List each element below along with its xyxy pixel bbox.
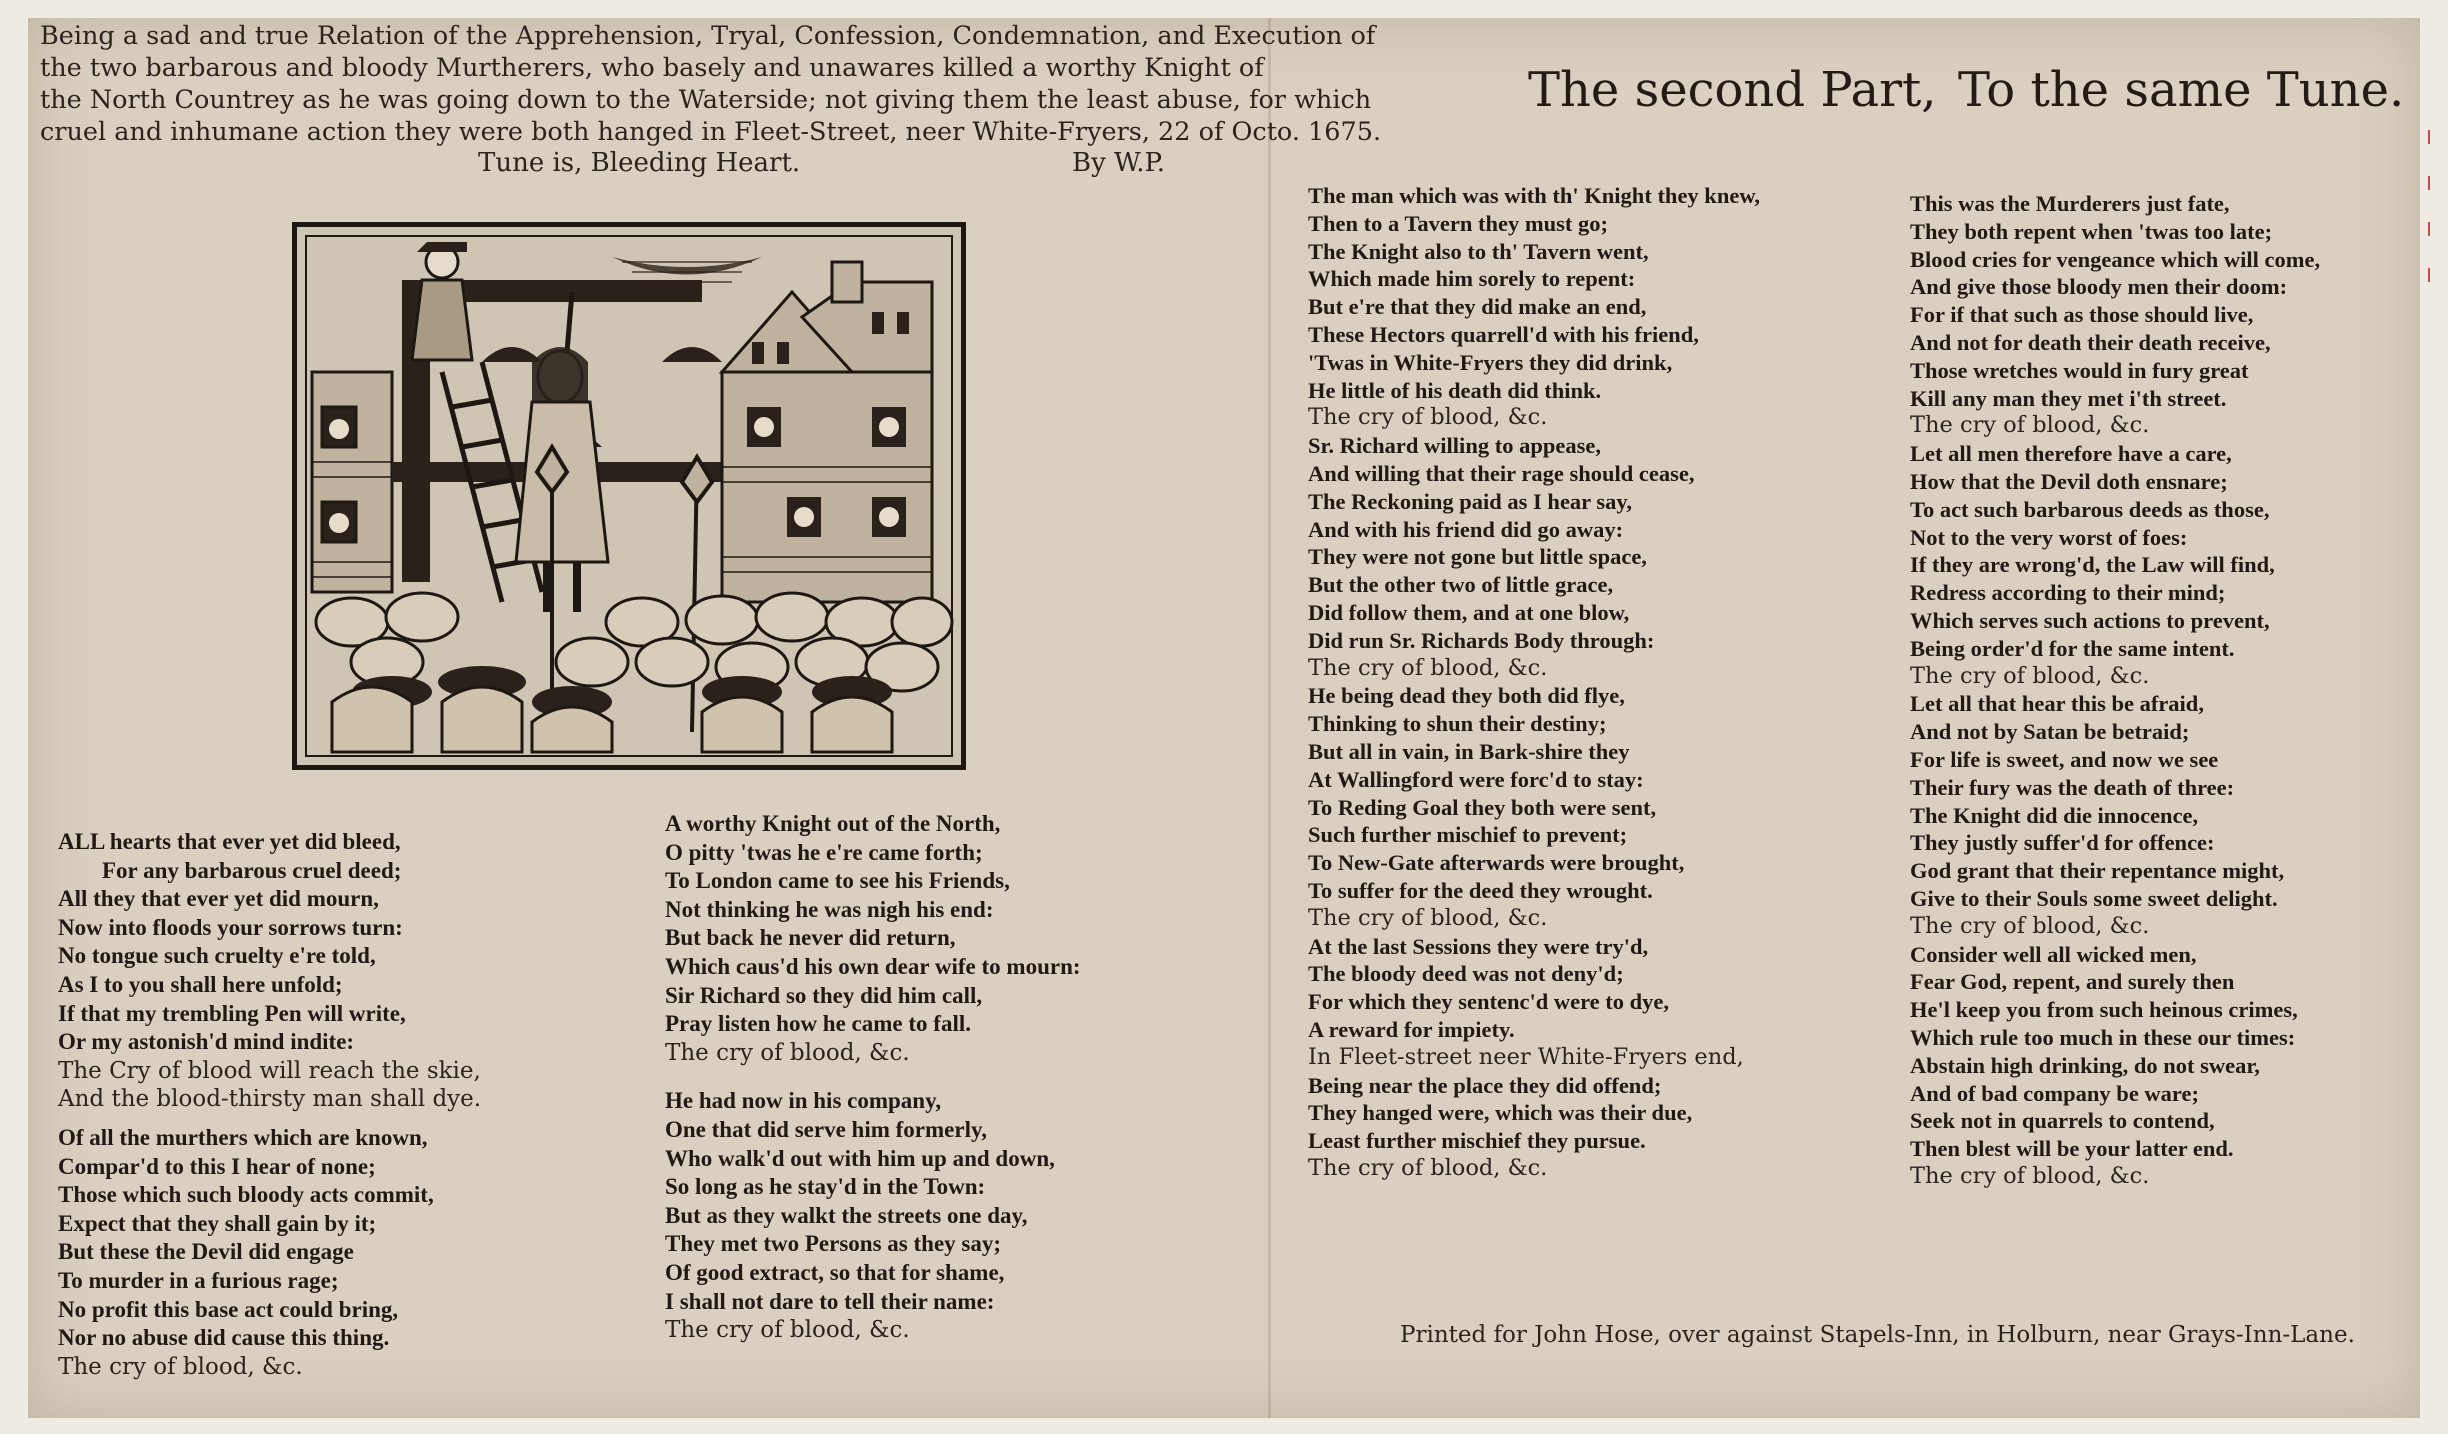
refrain: The cry of blood, &c. bbox=[1910, 662, 2150, 689]
verse-line: Of all the murthers which are known, bbox=[58, 1124, 428, 1150]
verse-line: Pray listen how he came to fall. bbox=[665, 1011, 971, 1037]
verse-line: Such further mischief to prevent; bbox=[1308, 822, 1628, 848]
verse-line: And give those bloody men their doom: bbox=[1910, 274, 2288, 300]
verse-line: They hanged were, which was their due, bbox=[1308, 1100, 1693, 1126]
verse-line: Being order'd for the same intent. bbox=[1910, 635, 2235, 661]
verse-line: Of good extract, so that for shame, bbox=[665, 1259, 1005, 1285]
second-part-tune: To the same Tune. bbox=[1958, 62, 2405, 118]
verse-line: I shall not dare to tell their name: bbox=[665, 1288, 995, 1314]
verse-line: He little of his death did think. bbox=[1308, 377, 1602, 403]
tune-name: Tune is, Bleeding Heart. bbox=[478, 148, 801, 178]
refrain: The cry of blood, &c. bbox=[1910, 1162, 2150, 1189]
margin-tick bbox=[2428, 176, 2430, 190]
verse-line: The bloody deed was not deny'd; bbox=[1308, 961, 1624, 987]
verse-line: To New-Gate afterwards were brought, bbox=[1308, 850, 1685, 876]
verse-line: They justly suffer'd for offence: bbox=[1910, 830, 2215, 856]
verse-line: This was the Murderers just fate, bbox=[1910, 191, 2230, 216]
verse-column-2 bbox=[665, 810, 1081, 1345]
refrain: The cry of blood, &c. bbox=[1308, 404, 1548, 431]
heading-line: Being a sad and true Relation of the Apprehension, Tryal, Confession, Condemnation, and Execution of bbox=[40, 21, 1376, 51]
verse-line: And with his friend did go away: bbox=[1308, 516, 1624, 542]
verse-line: For life is sweet, and now we see bbox=[1910, 746, 2219, 772]
verse-line: 'Twas in White-Fryers they did drink, bbox=[1308, 349, 1673, 375]
verse-line: Being near the place they did offend; bbox=[1308, 1072, 1662, 1098]
fold-line bbox=[1268, 18, 1271, 1418]
verse-line: Not thinking he was nigh his end: bbox=[665, 896, 994, 922]
verse-line: But back he never did return, bbox=[665, 925, 956, 951]
author-credit: By W.P. bbox=[1072, 148, 1165, 178]
verse-line: Least further mischief they pursue. bbox=[1308, 1128, 1646, 1154]
verse-line: So long as he stay'd in the Town: bbox=[665, 1174, 986, 1200]
verse-line: Now into floods your sorrows turn: bbox=[58, 914, 403, 940]
heading-line: the North Countrey as he was going down to the Waterside; not giving them the least abuse, for which bbox=[40, 85, 1372, 115]
verse-line: At the last Sessions they were try'd, bbox=[1308, 933, 1649, 959]
verse-line: Not to the very worst of foes: bbox=[1910, 524, 2188, 550]
verse-line: And willing that their rage should cease, bbox=[1308, 460, 1695, 486]
verse-line: These Hectors quarrell'd with his friend, bbox=[1308, 321, 1699, 347]
verse-line: But the other two of little grace, bbox=[1308, 572, 1614, 598]
verse-line: Consider well all wicked men, bbox=[1910, 941, 2197, 967]
verse-line: He'l keep you from such heinous crimes, bbox=[1910, 997, 2298, 1023]
verse-line: To murder in a furious rage; bbox=[58, 1267, 339, 1293]
verse-line: Compar'd to this I hear of none; bbox=[58, 1153, 376, 1179]
verse-line: To act such barbarous deeds as those, bbox=[1910, 496, 2270, 522]
verse-line: Let all that hear this be afraid, bbox=[1910, 691, 2204, 717]
verse-line: He had now in his company, bbox=[665, 1088, 942, 1114]
verse-line: They met two Persons as they say; bbox=[665, 1231, 1002, 1257]
verse-line: And the blood-thirsty man shall dye. bbox=[58, 1086, 482, 1113]
verse-line: Let all men therefore have a care, bbox=[1910, 441, 2232, 467]
verse-line: The Reckoning paid as I hear say, bbox=[1308, 488, 1633, 514]
refrain: The cry of blood, &c. bbox=[1308, 654, 1548, 681]
verse-line: Their fury was the death of three: bbox=[1910, 774, 2235, 800]
verse-line: Nor no abuse did cause this thing. bbox=[58, 1325, 390, 1351]
verse-line: Which rule too much in these our times: bbox=[1910, 1024, 2296, 1050]
refrain: The cry of blood, &c. bbox=[1910, 912, 2150, 939]
second-part-title: The second Part, bbox=[1528, 62, 1937, 118]
verse-line: Did follow them, and at one blow, bbox=[1308, 599, 1630, 625]
verse-line: He being dead they both did flye, bbox=[1308, 683, 1625, 709]
verse-line: Blood cries for vengeance which will come, bbox=[1910, 246, 2321, 272]
verse-line: But these the Devil did engage bbox=[58, 1239, 354, 1265]
verse-line: To Reding Goal they both were sent, bbox=[1308, 794, 1657, 820]
verse-line: Then to a Tavern they must go; bbox=[1308, 210, 1609, 236]
verse-line: Give to their Souls some sweet delight. bbox=[1910, 885, 2278, 911]
verse-line: But e're that they did make an end, bbox=[1308, 294, 1647, 320]
verse-line: The Knight also to th' Tavern went, bbox=[1308, 238, 1649, 264]
verse-line: At Wallingford were forc'd to stay: bbox=[1308, 766, 1644, 792]
verse-line: Which serves such actions to prevent, bbox=[1910, 607, 2270, 633]
verse-line: Which made him sorely to repent: bbox=[1308, 266, 1636, 292]
ballad-heading bbox=[40, 20, 1382, 148]
refrain: The cry of blood, &c. bbox=[1308, 904, 1548, 931]
verse-line: Sr. Richard willing to appease, bbox=[1308, 433, 1601, 459]
verse-line: They both repent when 'twas too late; bbox=[1910, 218, 2273, 244]
verse-line: The man which was with th' Knight they knew, bbox=[1308, 183, 1760, 208]
verse-line: The Knight did die innocence, bbox=[1910, 802, 2199, 828]
refrain: The cry of blood, &c. bbox=[665, 1317, 910, 1344]
verse-line: Or my astonish'd mind indite: bbox=[58, 1029, 355, 1055]
verse-column-3 bbox=[1308, 182, 1760, 1183]
verse-line: Expect that they shall gain by it; bbox=[58, 1210, 377, 1236]
verse-line: No profit this base act could bring, bbox=[58, 1296, 399, 1322]
verse-line: To London came to see his Friends, bbox=[665, 868, 1010, 894]
margin-tick bbox=[2428, 268, 2430, 282]
verse-column-4 bbox=[1910, 190, 2320, 1191]
verse-line: But as they walkt the streets one day, bbox=[665, 1202, 1028, 1228]
heading-line: the two barbarous and bloody Murtherers, who basely and unawares killed a worthy Knight of bbox=[40, 53, 1264, 83]
verse-column-1 bbox=[58, 828, 481, 1381]
margin-tick bbox=[2428, 130, 2430, 144]
verse-line: Redress according to their mind; bbox=[1910, 580, 2226, 606]
verse-line: All they that ever yet did mourn, bbox=[58, 886, 379, 912]
verse-line: To suffer for the deed they wrought. bbox=[1308, 877, 1653, 903]
heading-line: cruel and inhumane action they were both hanged in Fleet-Street, neer White-Fryers, 22 of Octo. 1675. bbox=[40, 117, 1382, 147]
margin-tick bbox=[2428, 222, 2430, 236]
verse-line: One that did serve him formerly, bbox=[665, 1116, 987, 1142]
verse-line: Who walk'd out with him up and down, bbox=[665, 1145, 1055, 1171]
verse-line: How that the Devil doth ensnare; bbox=[1910, 468, 2228, 494]
execution-woodcut-illustration bbox=[292, 222, 966, 770]
verse-line: Those wretches would in fury great bbox=[1910, 357, 2249, 383]
verse-line: For which they sentenc'd were to dye, bbox=[1308, 989, 1669, 1015]
verse-line: ALL hearts that ever yet did bleed, bbox=[58, 829, 401, 854]
verse-line: A worthy Knight out of the North, bbox=[665, 811, 1001, 836]
verse-line: In Fleet-street neer White-Fryers end, bbox=[1308, 1043, 1744, 1070]
verse-line: Kill any man they met i'th street. bbox=[1910, 385, 2227, 411]
verse-line: And of bad company be ware; bbox=[1910, 1080, 2199, 1106]
refrain: The cry of blood, &c. bbox=[665, 1039, 910, 1066]
verse-line: Fear God, repent, and surely then bbox=[1910, 969, 2235, 995]
verse-line: And not by Satan be betraid; bbox=[1910, 719, 2190, 745]
verse-line: But all in vain, in Bark-shire they bbox=[1308, 738, 1630, 764]
verse-line: Those which such bloody acts commit, bbox=[58, 1182, 434, 1208]
verse-line: Which caus'd his own dear wife to mourn: bbox=[665, 953, 1081, 979]
refrain: The cry of blood, &c. bbox=[1910, 412, 2150, 439]
verse-line: No tongue such cruelty e're told, bbox=[58, 943, 376, 969]
verse-line: If that my trembling Pen will write, bbox=[58, 1000, 406, 1026]
verse-line: For any barbarous cruel deed; bbox=[102, 857, 402, 883]
verse-line: The Cry of blood will reach the skie, bbox=[58, 1057, 481, 1084]
verse-line: Thinking to shun their destiny; bbox=[1308, 711, 1607, 737]
verse-line: For if that such as those should live, bbox=[1910, 302, 2254, 328]
verse-line: Abstain high drinking, do not swear, bbox=[1910, 1052, 2260, 1078]
verse-line: God grant that their repentance might, bbox=[1910, 858, 2285, 884]
verse-line: O pitty 'twas he e're came forth; bbox=[665, 839, 983, 865]
verse-line: Sir Richard so they did him call, bbox=[665, 982, 983, 1008]
verse-line: A reward for impiety. bbox=[1308, 1016, 1515, 1042]
verse-line: And not for death their death receive, bbox=[1910, 329, 2271, 355]
refrain: The cry of blood, &c. bbox=[58, 1353, 303, 1380]
refrain: The cry of blood, &c. bbox=[1308, 1154, 1548, 1181]
verse-line: Then blest will be your latter end. bbox=[1910, 1136, 2234, 1162]
verse-line: They were not gone but little space, bbox=[1308, 544, 1647, 570]
verse-line: If they are wrong'd, the Law will find, bbox=[1910, 552, 2275, 578]
verse-line: Seek not in quarrels to contend, bbox=[1910, 1108, 2215, 1134]
verse-line: As I to you shall here unfold; bbox=[58, 971, 343, 997]
printer-imprint: Printed for John Hose, over against Stapels-Inn, in Holburn, near Grays-Inn-Lane. bbox=[1400, 1322, 2355, 1348]
verse-line: Did run Sr. Richards Body through: bbox=[1308, 627, 1655, 653]
